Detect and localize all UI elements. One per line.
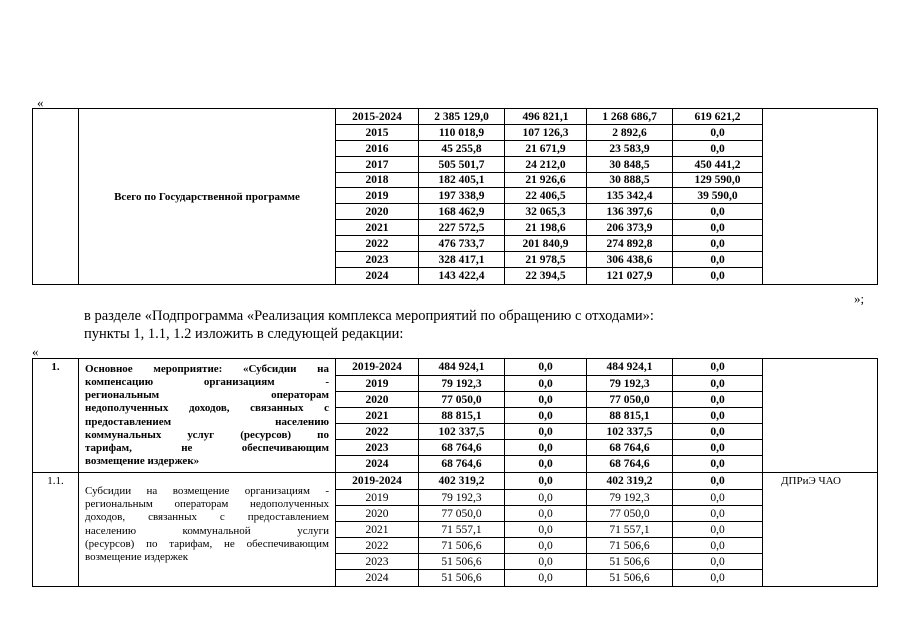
close-quote-1: »; [854, 291, 865, 306]
amount-cell: 0,0 [673, 506, 763, 522]
year-cell: 2022 [336, 236, 419, 252]
amount-cell: 0,0 [673, 490, 763, 506]
item-description [79, 359, 336, 473]
year-cell: 2021 [336, 522, 419, 538]
year-cell: 2022 [336, 424, 419, 440]
amount-cell: 168 462,9 [419, 204, 505, 220]
year-cell: 2020 [336, 506, 419, 522]
year-cell: 2023 [336, 252, 419, 268]
amount-cell: 496 821,1 [505, 109, 587, 125]
description-line: тарифам, не обеспечивающим [85, 441, 329, 454]
amount-cell: 30 888,5 [587, 173, 673, 188]
executor-cell [763, 359, 878, 473]
executor-cell [763, 109, 878, 285]
amount-cell: 143 422,4 [419, 268, 505, 285]
open-quote-1: « [37, 95, 44, 110]
amount-cell: 328 417,1 [419, 252, 505, 268]
amount-cell: 51 506,6 [419, 554, 505, 570]
amount-cell: 21 671,9 [505, 141, 587, 157]
amount-cell: 197 338,9 [419, 188, 505, 204]
amount-cell: 306 438,6 [587, 252, 673, 268]
amount-cell: 102 337,5 [419, 424, 505, 440]
year-cell: 2022 [336, 538, 419, 554]
amount-cell: 0,0 [505, 392, 587, 408]
year-cell: 2019 [336, 376, 419, 392]
row-number-cell [33, 109, 79, 285]
amount-cell: 79 192,3 [419, 490, 505, 506]
amount-cell: 0,0 [673, 392, 763, 408]
year-cell: 2024 [336, 456, 419, 473]
amount-cell: 484 924,1 [587, 359, 673, 376]
description-line: компенсацию организациям - [85, 375, 329, 388]
description-line: региональным операторам [85, 389, 329, 402]
amount-cell: 21 978,5 [505, 252, 587, 268]
amount-cell: 0,0 [505, 440, 587, 456]
year-cell: 2019 [336, 188, 419, 204]
year-cell: 2015 [336, 125, 419, 141]
amount-cell: 505 501,7 [419, 157, 505, 173]
amount-cell: 136 397,6 [587, 204, 673, 220]
amount-cell: 32 065,3 [505, 204, 587, 220]
amount-cell: 0,0 [673, 236, 763, 252]
amount-cell: 0,0 [673, 376, 763, 392]
amount-cell: 135 342,4 [587, 188, 673, 204]
amount-cell: 77 050,0 [587, 392, 673, 408]
executor-cell: ДПРиЭ ЧАО [763, 473, 878, 587]
amount-cell: 121 027,9 [587, 268, 673, 285]
year-cell: 2020 [336, 204, 419, 220]
year-cell: 2015-2024 [336, 109, 419, 125]
amount-cell: 21 926,6 [505, 173, 587, 188]
amount-cell: 0,0 [505, 570, 587, 587]
amount-cell: 79 192,3 [587, 376, 673, 392]
amount-cell: 0,0 [673, 141, 763, 157]
year-cell: 2024 [336, 268, 419, 285]
amount-cell: 2 385 129,0 [419, 109, 505, 125]
program-total-table [32, 108, 878, 285]
amount-cell: 402 319,2 [419, 473, 505, 490]
amount-cell: 68 764,6 [587, 440, 673, 456]
amount-cell: 0,0 [505, 554, 587, 570]
amount-cell: 0,0 [505, 376, 587, 392]
amount-cell: 0,0 [673, 538, 763, 554]
amount-cell: 0,0 [673, 473, 763, 490]
amount-cell: 450 441,2 [673, 157, 763, 173]
open-quote-2: « [32, 344, 39, 359]
amount-cell: 619 621,2 [673, 109, 763, 125]
amount-cell: 0,0 [673, 456, 763, 473]
amount-cell: 0,0 [673, 570, 763, 587]
amount-cell: 23 583,9 [587, 141, 673, 157]
amount-cell: 0,0 [505, 473, 587, 490]
year-cell: 2017 [336, 157, 419, 173]
amount-cell: 129 590,0 [673, 173, 763, 188]
description-line: Субсидии на возмещение организациям - [85, 485, 329, 497]
amount-cell: 0,0 [505, 538, 587, 554]
amount-cell: 0,0 [673, 204, 763, 220]
amount-cell: 201 840,9 [505, 236, 587, 252]
amount-cell: 0,0 [673, 554, 763, 570]
amount-cell: 484 924,1 [419, 359, 505, 376]
amount-cell: 21 198,6 [505, 220, 587, 236]
amount-cell: 68 764,6 [419, 440, 505, 456]
amount-cell: 476 733,7 [419, 236, 505, 252]
amount-cell: 0,0 [673, 440, 763, 456]
amount-cell: 0,0 [673, 424, 763, 440]
amount-cell: 1 268 686,7 [587, 109, 673, 125]
description-line: недополученных доходов, связанных с [85, 402, 329, 415]
year-cell: 2024 [336, 570, 419, 587]
amount-cell: 2 892,6 [587, 125, 673, 141]
year-cell: 2019-2024 [336, 359, 419, 376]
amount-cell: 51 506,6 [587, 570, 673, 587]
amount-cell: 0,0 [673, 268, 763, 285]
amount-cell: 0,0 [673, 125, 763, 141]
amount-cell: 227 572,5 [419, 220, 505, 236]
year-cell: 2021 [336, 220, 419, 236]
amount-cell: 182 405,1 [419, 173, 505, 188]
amount-cell: 77 050,0 [419, 392, 505, 408]
amount-cell: 22 406,5 [505, 188, 587, 204]
amount-cell: 77 050,0 [419, 506, 505, 522]
amount-cell: 0,0 [673, 252, 763, 268]
amount-cell: 24 212,0 [505, 157, 587, 173]
description-line: возмещение издержек [85, 551, 189, 564]
year-cell: 2016 [336, 141, 419, 157]
amount-cell: 0,0 [673, 522, 763, 538]
amount-cell: 110 018,9 [419, 125, 505, 141]
amount-cell: 88 815,1 [587, 408, 673, 424]
amount-cell: 68 764,6 [587, 456, 673, 473]
description-line: возмещение издержек» [85, 455, 200, 468]
amount-cell: 51 506,6 [587, 554, 673, 570]
amount-cell: 0,0 [505, 424, 587, 440]
amount-cell: 0,0 [673, 408, 763, 424]
amount-cell: 71 506,6 [587, 538, 673, 554]
description-line: (ресурсов) по тарифам, не обеспечивающим [85, 537, 329, 550]
description-line: коммунальных услуг (ресурсов) по [85, 428, 329, 441]
table-row [33, 109, 878, 125]
table-row [33, 473, 878, 490]
amount-cell: 0,0 [505, 359, 587, 376]
amount-cell: 206 373,9 [587, 220, 673, 236]
table-row [33, 359, 878, 376]
amount-cell: 107 126,3 [505, 125, 587, 141]
year-cell: 2019-2024 [336, 473, 419, 490]
year-cell: 2019 [336, 490, 419, 506]
section-paragraph-line-1: в разделе «Подпрограмма «Реализация комплекса мероприятий по обращению с отходами»: [84, 308, 654, 324]
amount-cell: 0,0 [505, 456, 587, 473]
amount-cell: 0,0 [505, 408, 587, 424]
section-paragraph-line-2: пункты 1, 1.1, 1.2 изложить в следующей редакции: [84, 326, 404, 342]
amount-cell: 51 506,6 [419, 570, 505, 587]
description-line: населению коммунальной услуги [85, 524, 329, 537]
amount-cell: 30 848,5 [587, 157, 673, 173]
amount-cell: 102 337,5 [587, 424, 673, 440]
year-cell: 2020 [336, 392, 419, 408]
amount-cell: 68 764,6 [419, 456, 505, 473]
amount-cell: 402 319,2 [587, 473, 673, 490]
year-cell: 2018 [336, 173, 419, 188]
amount-cell: 88 815,1 [419, 408, 505, 424]
year-cell: 2023 [336, 440, 419, 456]
program-total-label: Всего по Государственной программе [79, 109, 336, 285]
amount-cell: 71 506,6 [419, 538, 505, 554]
year-cell: 2023 [336, 554, 419, 570]
amount-cell: 274 892,8 [587, 236, 673, 252]
year-cell: 2021 [336, 408, 419, 424]
amount-cell: 39 590,0 [673, 188, 763, 204]
amount-cell: 0,0 [505, 490, 587, 506]
amount-cell: 71 557,1 [587, 522, 673, 538]
subprogram-table [32, 358, 878, 587]
description-line: региональным операторам недополученных [85, 498, 329, 511]
amount-cell: 71 557,1 [419, 522, 505, 538]
item-number: 1.1. [33, 473, 79, 587]
amount-cell: 22 394,5 [505, 268, 587, 285]
description-line: предоставлением населению [85, 415, 329, 428]
amount-cell: 79 192,3 [419, 376, 505, 392]
amount-cell: 77 050,0 [587, 506, 673, 522]
description-line: Основное мероприятие: «Субсидии на [85, 362, 329, 375]
amount-cell: 45 255,8 [419, 141, 505, 157]
amount-cell: 79 192,3 [587, 490, 673, 506]
item-description [79, 473, 336, 587]
item-number: 1. [33, 359, 79, 473]
amount-cell: 0,0 [505, 506, 587, 522]
amount-cell: 0,0 [673, 359, 763, 376]
description-line: доходов, связанных с предоставлением [85, 511, 329, 524]
amount-cell: 0,0 [673, 220, 763, 236]
amount-cell: 0,0 [505, 522, 587, 538]
